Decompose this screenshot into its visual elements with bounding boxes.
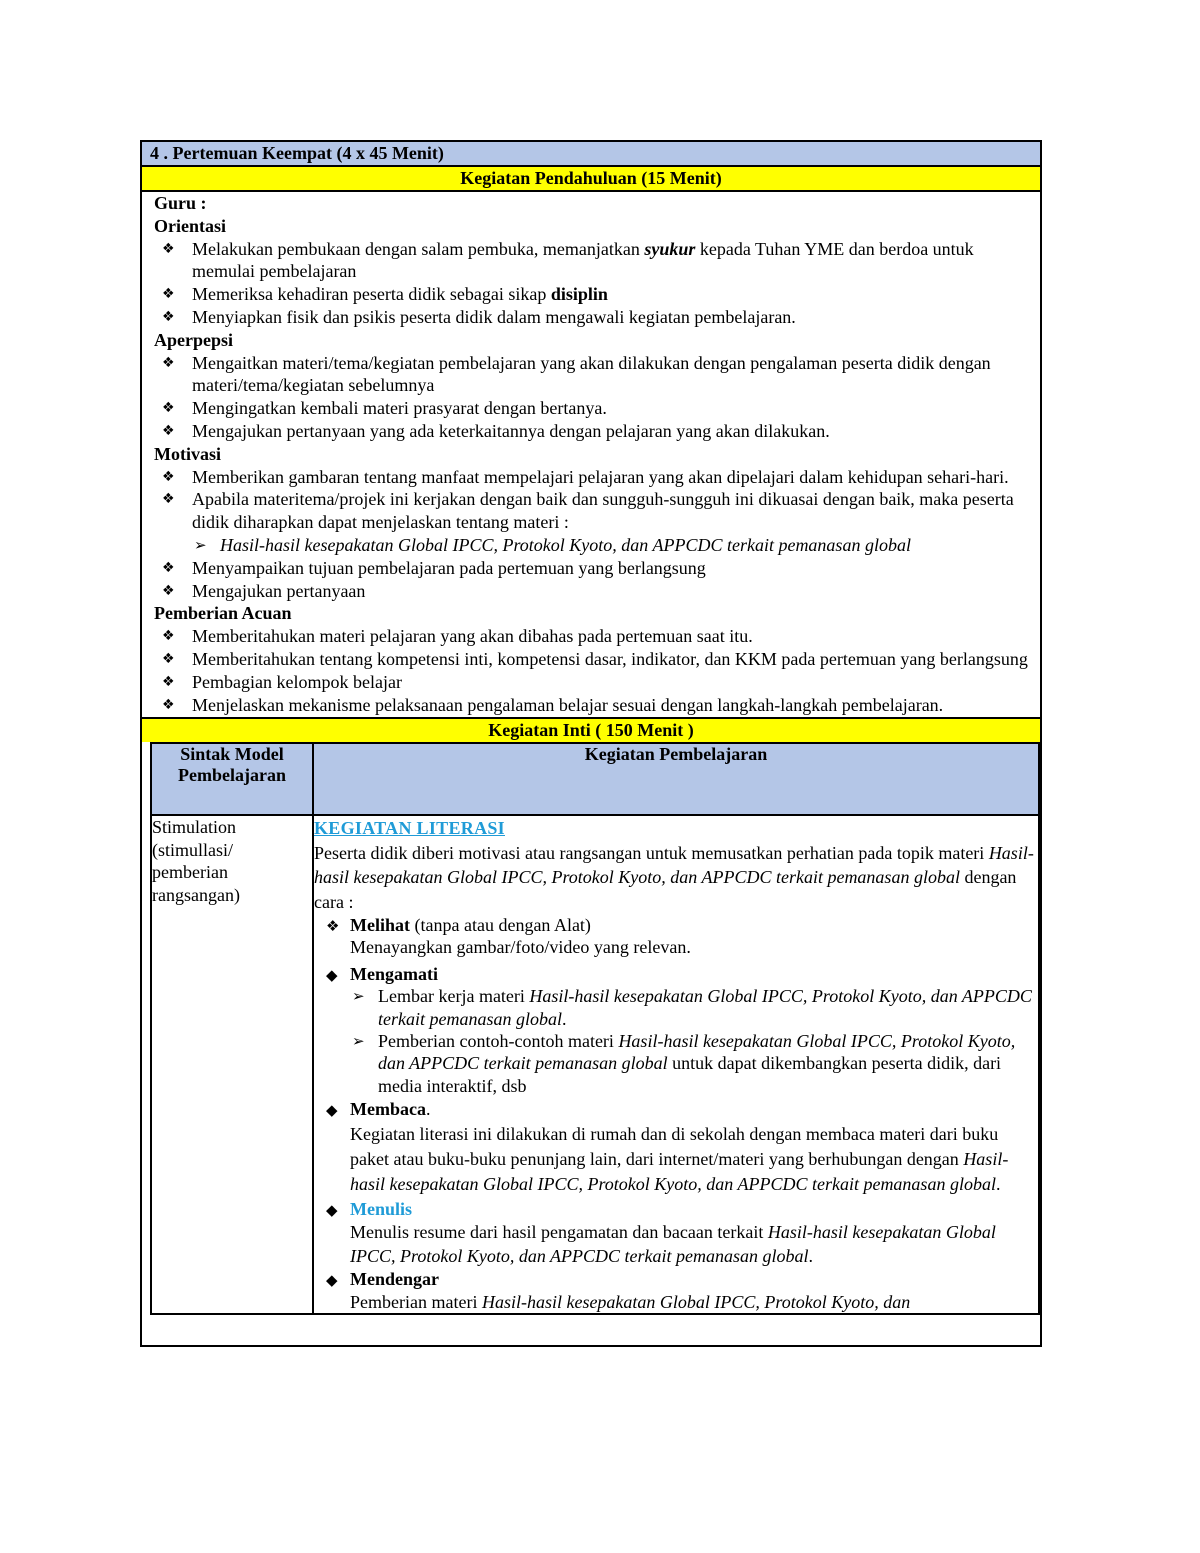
list-item: ❖ Memeriksa kehadiran peserta didik sebagai sikap disiplin xyxy=(162,284,608,305)
kegiatan-cell xyxy=(313,815,1039,1314)
list-item: ◆ Membaca. Kegiatan literasi ini dilakukan di rumah dan di sekolah dengan membaca materi dari buku paket atau buku-buku penunjang lain, dari internet/materi yang berhubungan dengan Hasil-hasil kesepakatan Global IPCC, Protokol Kyoto, dan APPCDC terkait pemanasan global. xyxy=(326,1099,1009,1194)
list-item: ❖ Melakukan pembukaan dengan salam pembuka, memanjatkan syukur kepada Tuhan YME dan berdoa untuk memulai pembelajaran xyxy=(162,238,974,282)
sintak-column-header: Sintak Model Pembelajaran xyxy=(151,743,313,815)
aperpepsi-heading: Aperpepsi xyxy=(154,329,234,350)
list-item: ❖ Mengingatkan kembali materi prasyarat dengan bertanya. xyxy=(162,398,607,419)
table-row xyxy=(151,815,1039,1314)
pendahuluan-title: Kegiatan Pendahuluan (15 Menit) xyxy=(140,165,1042,190)
four-diamond-icon: ❖ xyxy=(162,559,175,576)
sintak-cell: Stimulation (stimullasi/ pemberian rangsangan) xyxy=(151,815,313,1314)
inti-title: Kegiatan Inti ( 150 Menit ) xyxy=(140,717,1042,742)
four-diamond-icon: ❖ xyxy=(326,916,340,935)
list-item: ❖ Mengajukan pertanyaan yang ada keterkaitannya dengan pelajaran yang akan dilakukan. xyxy=(162,420,830,441)
list-item: ◆ Mendengar Pemberian materi Hasil-hasil kesepakatan Global IPCC, Protokol Kyoto, dan xyxy=(326,1269,911,1312)
arrowhead-icon: ➢ xyxy=(194,535,207,554)
list-item: ◆ Menulis Menulis resume dari hasil pengamatan dan bacaan terkait Hasil-hasil kesepakatan Global IPCC, Protokol Kyoto, dan APPCDC terkait pemanasan global. xyxy=(326,1198,996,1266)
list-item: ◆ Mengamati xyxy=(314,963,1038,985)
orientasi-list xyxy=(154,238,1040,329)
list-item: ❖ Mengajukan pertanyaan xyxy=(162,580,366,601)
four-diamond-icon: ❖ xyxy=(162,400,175,417)
list-item: ➢ Lembar kerja materi Hasil-hasil kesepakatan Global IPCC, Protokol Kyoto, dan APPCDC terkait pemanasan global. xyxy=(352,986,1032,1029)
four-diamond-icon: ❖ xyxy=(162,286,175,303)
list-item: ❖ Apabila materitema/projek ini kerjakan dengan baik dan sungguh-sungguh ini dikuasai dengan baik, maka peserta didik diharapkan dapat menjelaskan tentang materi : ➢ Hasil-hasil kesepakatan Global IPCC, Protokol Kyoto, dan APPCDC terkait pemanasan global xyxy=(154,488,1040,556)
four-diamond-icon: ❖ xyxy=(162,628,175,645)
four-diamond-icon: ❖ xyxy=(162,582,175,599)
list-item: ❖ Memberitahukan materi pelajaran yang akan dibahas pada pertemuan saat itu. xyxy=(162,626,753,647)
four-diamond-icon: ❖ xyxy=(162,468,175,485)
acuan-heading: Pemberian Acuan xyxy=(154,603,292,624)
motivasi-sub-list xyxy=(192,534,1040,557)
four-diamond-icon: ❖ xyxy=(162,354,175,371)
black-diamond-icon: ◆ xyxy=(326,1200,338,1219)
black-diamond-icon: ◆ xyxy=(326,1271,338,1290)
intro-paragraph: Peserta didik diberi motivasi atau rangsangan untuk memusatkan perhatian pada topik materi Hasil-hasil kesepakatan Global IPCC, Protokol Kyoto, dan APPCDC terkait pemanasan global dengan cara : xyxy=(314,842,1034,912)
meeting-title: 4 . Pertemuan Keempat (4 x 45 Menit) xyxy=(140,140,1042,165)
four-diamond-icon: ❖ xyxy=(162,673,175,690)
orientasi-heading: Orientasi xyxy=(154,215,226,236)
list-item: ❖ Memberitahukan tentang kompetensi inti, kompetensi dasar, indikator, dan KKM pada pertemuan yang berlangsung xyxy=(162,648,1028,669)
list-item: ❖ Memberikan gambaran tentang manfaat mempelajari pelajaran yang akan dipelajari dalam kehidupan sehari-hari. xyxy=(162,466,1009,487)
list-item: ➢ Hasil-hasil kesepakatan Global IPCC, Protokol Kyoto, dan APPCDC terkait pemanasan global xyxy=(194,534,911,555)
four-diamond-icon: ❖ xyxy=(162,696,175,713)
pendahuluan-section xyxy=(140,190,1042,717)
kegiatan-column-header: Kegiatan Pembelajaran xyxy=(313,743,1039,815)
arrowhead-icon: ➢ xyxy=(352,1031,365,1050)
list-item: ❖ Pembagian kelompok belajar xyxy=(162,671,402,692)
four-diamond-icon: ❖ xyxy=(162,491,175,508)
list-item: ❖ Menyiapkan fisik dan psikis peserta didik dalam mengawali kegiatan pembelajaran. xyxy=(162,306,796,327)
lesson-plan-document xyxy=(140,140,1042,1347)
kegiatan-list-2 xyxy=(314,1097,1038,1313)
literasi-title: KEGIATAN LITERASI xyxy=(314,818,505,839)
list-item: ❖ Menjelaskan mekanisme pelaksanaan pengalaman belajar sesuai dengan langkah-langkah pembelajaran. xyxy=(162,694,944,715)
four-diamond-icon: ❖ xyxy=(162,422,175,439)
list-item: ❖ Mengaitkan materi/tema/kegiatan pembelajaran yang akan dilakukan dengan pengalaman peserta didik dengan materi/tema/kegiatan sebelumnya xyxy=(162,352,991,396)
black-diamond-icon: ◆ xyxy=(326,1101,338,1120)
four-diamond-icon: ❖ xyxy=(162,308,175,325)
guru-label: Guru : xyxy=(154,193,207,213)
kegiatan-list xyxy=(314,914,1038,985)
mengamati-sub-list xyxy=(314,985,1038,1097)
black-diamond-icon: ◆ xyxy=(326,965,338,984)
aperpepsi-list xyxy=(154,352,1040,443)
motivasi-heading: Motivasi xyxy=(154,443,221,464)
sintak-table xyxy=(150,742,1040,1315)
inti-section xyxy=(140,742,1042,1347)
motivasi-list xyxy=(154,466,1040,603)
acuan-list xyxy=(154,625,1040,716)
table-header-row xyxy=(151,743,1039,815)
list-item: ❖ Menyampaikan tujuan pembelajaran pada pertemuan yang berlangsung xyxy=(162,557,706,578)
list-item: ❖ Melihat (tanpa atau dengan Alat) Menayangkan gambar/foto/video yang relevan. xyxy=(326,914,691,958)
list-item: ➢ Pemberian contoh-contoh materi Hasil-hasil kesepakatan Global IPCC, Protokol Kyoto, dan APPCDC terkait pemanasan global untuk dapat dikembangkan peserta didik, dari media interaktif, dsb xyxy=(352,1030,1016,1096)
arrowhead-icon: ➢ xyxy=(352,987,365,1006)
four-diamond-icon: ❖ xyxy=(162,240,175,257)
four-diamond-icon: ❖ xyxy=(162,650,175,667)
